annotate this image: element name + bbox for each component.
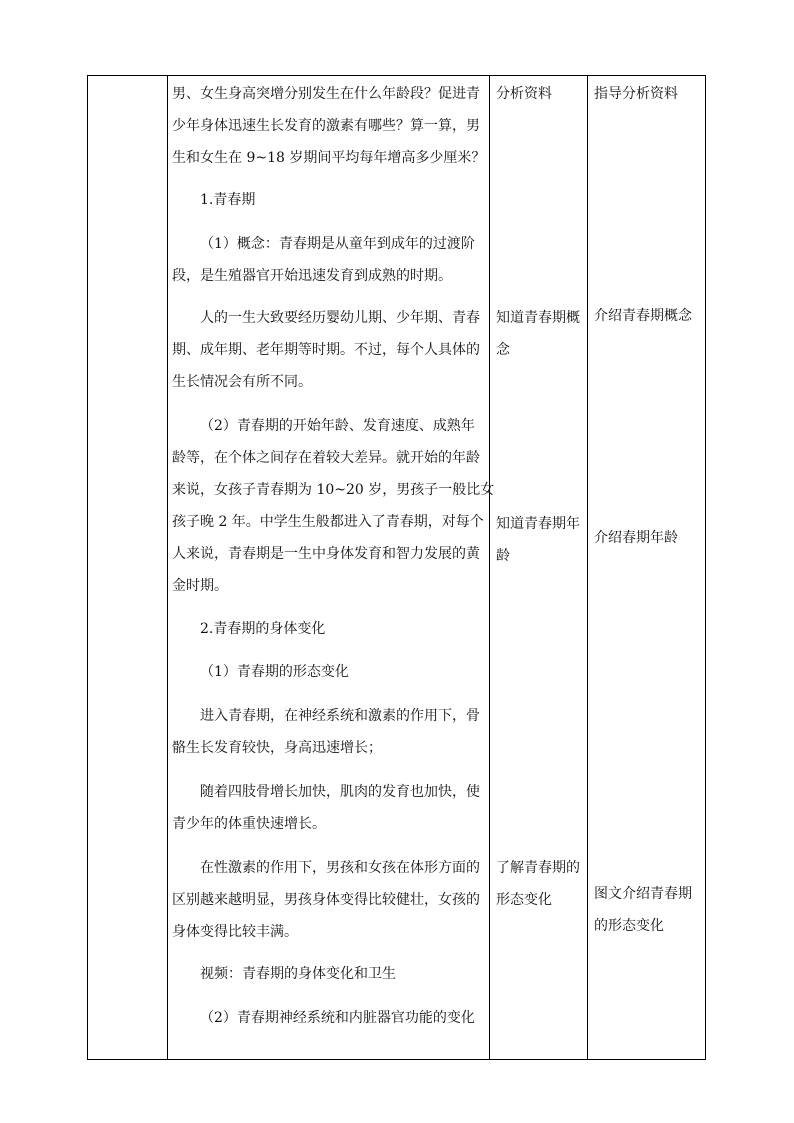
shape-line-3: 身体变得比较丰满。 <box>172 924 298 940</box>
lifespan-line-3: 生长情况会有所不同。 <box>172 374 312 390</box>
subheading-organ-change: （2）青春期神经系统和内脏器官功能的变化 <box>200 1010 475 1026</box>
shape-line-2: 区别越来越明显，男孩身体变得比较健壮，女孩的 <box>172 892 480 908</box>
subheading-form-change: （1）青春期的形态变化 <box>200 664 349 680</box>
student-activity-2-line-2: 念 <box>496 342 510 358</box>
student-activity-2-line-1: 知道青春期概 <box>496 310 580 326</box>
shape-line-1: 在性激素的作用下，男孩和女孩在体形方面的 <box>200 860 480 876</box>
teacher-activity-2: 介绍青春期概念 <box>594 308 692 324</box>
intro-line-3: 生和女生在 9~18 岁期间平均每年增高多少厘米？ <box>172 150 486 166</box>
teacher-activity-1: 指导分析资料 <box>594 86 678 102</box>
section-heading-2: 2.青春期的身体变化 <box>200 621 326 637</box>
lifespan-line-1: 人的一生大致要经历婴幼儿期、少年期、青春 <box>200 310 480 326</box>
weight-line-2: 青少年的体重快速增长。 <box>172 816 326 832</box>
teacher-activity-4-line-1: 图文介绍青春期 <box>594 886 692 902</box>
age-line-1: （2）青春期的开始年龄、发育速度、成熟年 <box>200 418 475 434</box>
intro-line-1: 男、女生身高突增分别发生在什么年龄段？促进青 <box>172 86 480 102</box>
age-line-3: 来说，女孩子青春期为 10~20 岁，男孩子一般比女 <box>172 482 495 498</box>
teacher-activity-3: 介绍春期年龄 <box>594 530 678 546</box>
student-activity-4-line-1: 了解青春期的 <box>496 860 580 876</box>
lesson-table <box>87 75 706 1060</box>
age-line-5: 人来说，青春期是一生中身体发育和智力发展的黄 <box>172 546 480 562</box>
concept-line-1: （1）概念：青春期是从童年到成年的过渡阶 <box>200 236 475 252</box>
age-line-6: 金时期。 <box>172 578 228 594</box>
height-line-2: 骼生长发育较快，身高迅速增长； <box>172 740 382 756</box>
video-line: 视频：青春期的身体变化和卫生 <box>200 966 396 982</box>
section-heading-1: 1.青春期 <box>200 192 256 208</box>
age-line-4: 孩子晚 2 年。中学生生般都进入了青春期，对每个 <box>172 514 484 530</box>
age-line-2: 龄等，在个体之间存在着较大差异。就开始的年龄 <box>172 450 480 466</box>
lifespan-line-2: 期、成年期、老年期等时期。不过，每个人具体的 <box>172 342 480 358</box>
intro-line-2: 少年身体迅速生长发育的激素有哪些？算一算，男 <box>172 118 480 134</box>
weight-line-1: 随着四肢骨增长加快，肌肉的发育也加快，使 <box>200 784 480 800</box>
teacher-activity-4-line-2: 的形态变化 <box>594 918 664 934</box>
student-activity-3-line-2: 龄 <box>496 548 510 564</box>
column-divider-2 <box>489 76 490 1059</box>
column-divider-3 <box>587 76 588 1059</box>
concept-line-2: 段，是生殖器官开始迅速发育到成熟的时期。 <box>172 268 452 284</box>
student-activity-3-line-1: 知道青春期年 <box>496 516 580 532</box>
column-divider-1 <box>167 76 168 1059</box>
student-activity-4-line-2: 形态变化 <box>496 892 552 908</box>
height-line-1: 进入青春期，在神经系统和激素的作用下，骨 <box>200 708 480 724</box>
student-activity-1: 分析资料 <box>496 86 552 102</box>
